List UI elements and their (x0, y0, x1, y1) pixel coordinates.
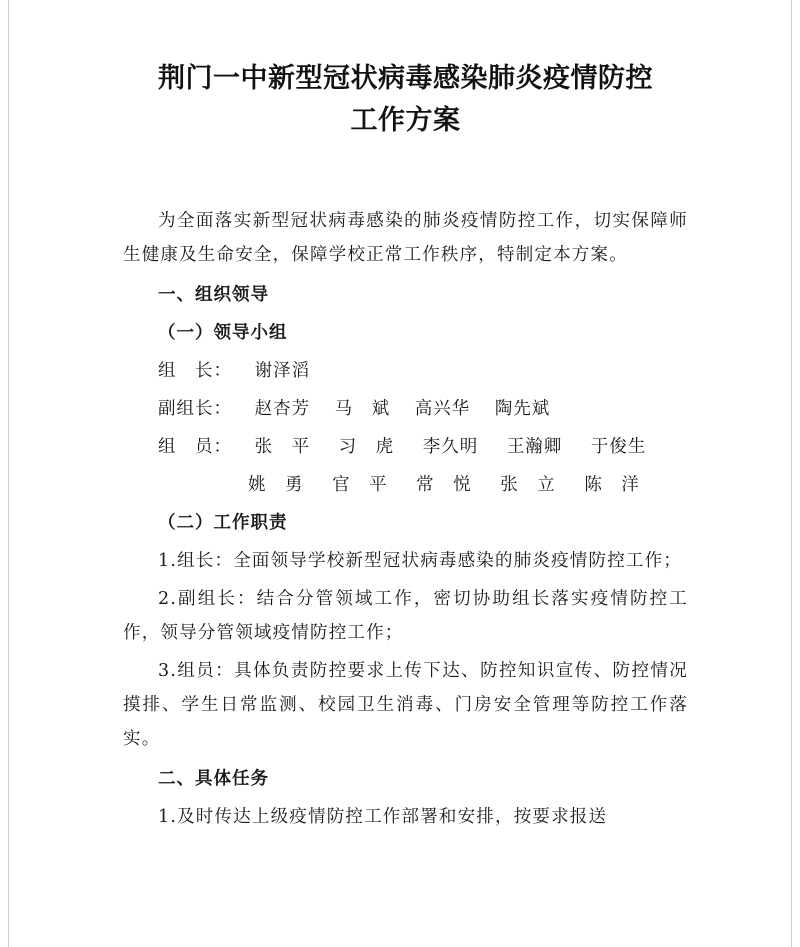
member-name: 王瀚卿 (506, 437, 563, 457)
duty-item: 1.组长：全面领导学校新型冠状病毒感染的肺炎疫情防控工作； (158, 551, 682, 571)
member-name: 陈 洋 (584, 475, 640, 495)
section-heading-specific-tasks: 二、具体任务 (158, 769, 269, 789)
member-name: 张 平 (254, 437, 311, 457)
member-name: 张 立 (500, 475, 556, 495)
member-name: 常 悦 (416, 475, 472, 495)
intro-paragraph: 为全面落实新型冠状病毒感染的肺炎疫情防控工作，切实保障师生健康及生命安全，保障学校正常工作秩序，特制定本方案。 (123, 211, 688, 265)
document-title (123, 58, 688, 142)
members-row-1 (123, 430, 688, 464)
deputy-leader-row (123, 392, 688, 426)
member-name: 习 虎 (338, 437, 395, 457)
deputy-name: 陶先斌 (494, 399, 551, 419)
leader-row (123, 354, 688, 388)
member-name: 官 平 (332, 475, 388, 495)
deputy-role-label: 副组长： (158, 399, 232, 419)
leader-role-label: 组 长： (158, 361, 232, 381)
document-body (123, 58, 688, 834)
section-heading-organization: 一、组织领导 (158, 285, 269, 305)
page-right-border (791, 0, 792, 947)
title-line-1: 荆门一中新型冠状病毒感染肺炎疫情防控 (158, 63, 653, 94)
title-line-2: 工作方案 (350, 105, 461, 136)
members-row-2 (123, 468, 688, 502)
subsection-heading-responsibilities: （二）工作职责 (158, 513, 288, 533)
members-role-label: 组 员： (158, 437, 232, 457)
deputy-name: 马 斌 (334, 399, 391, 419)
deputy-name: 赵杏芳 (254, 399, 311, 419)
subsection-heading-leadership-group: （一）领导小组 (158, 323, 288, 343)
page-left-border (8, 0, 9, 947)
member-name: 于俊生 (590, 437, 647, 457)
task-item: 1.及时传达上级疫情防控工作部署和安排，按要求报送 (158, 807, 608, 827)
member-name: 姚 勇 (248, 475, 304, 495)
duty-item: 2.副组长：结合分管领域工作，密切协助组长落实疫情防控工作，领导分管领域疫情防控工作； (123, 589, 688, 643)
deputy-name: 高兴华 (414, 399, 471, 419)
member-name: 李久明 (422, 437, 479, 457)
duty-item: 3.组员：具体负责防控要求上传下达、防控知识宣传、防控情况摸排、学生日常监测、校园卫生消毒、门房安全管理等防控工作落实。 (123, 661, 688, 749)
leader-name: 谢泽滔 (254, 361, 311, 381)
